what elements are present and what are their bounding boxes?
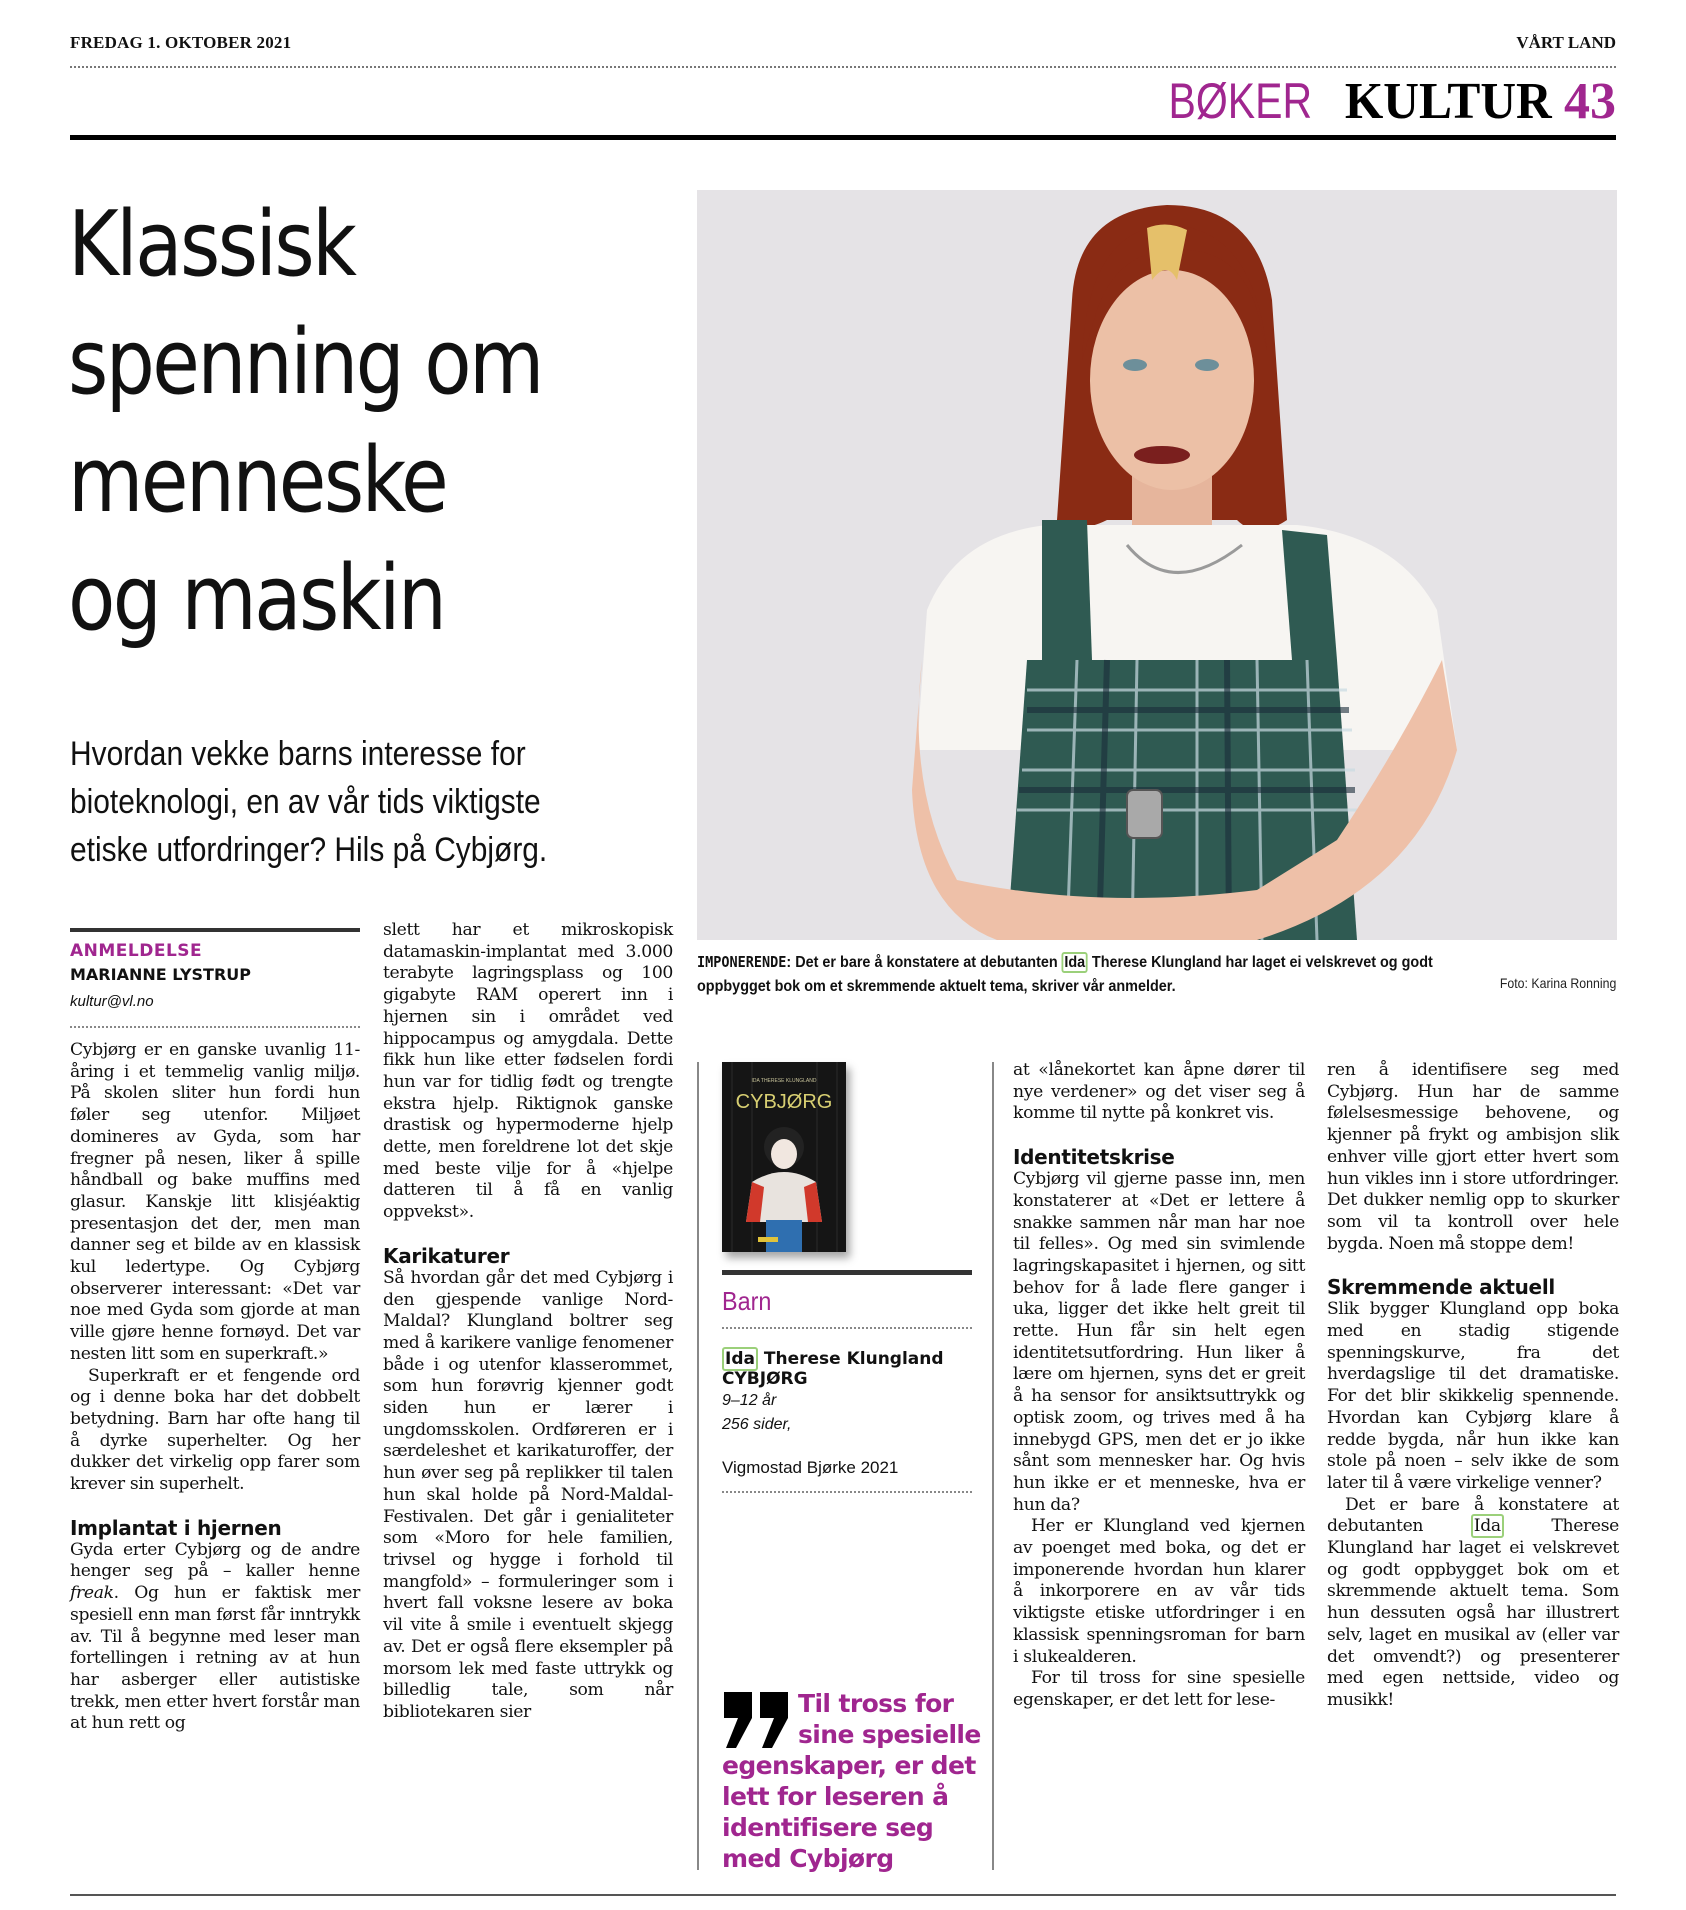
text-run: Gyda erter Cybjørg og de andre henger seg på – kaller henne — [70, 1539, 360, 1582]
headline — [68, 186, 688, 658]
body-paragraph: Så hvordan går det med Cybjørg i den gjespende vanlige Nord-Maldal? Klungland boltrer seg med å karikere vanlige fenomener både i og utenfor klasserommet, som hun forøvrig kjenner godt siden hun er lærer i ungdomsskolen. Ordføreren er i særdeleshet et karikaturoffer, der hun øver seg på replikker til talen hun skal holde på Nord-Maldal-Festivalen. Det går i genialiteter som «Moro for hele familien, trivsel og hygge i forhold til mangfold» – formuleringer som i hvert fall voksne lesere av boka vil vite å smile i eventuelt skjegg av. Det er også flere eksempler på morsom lek med faste uttrykk og billedlig tale, som når bibliotekaren sier — [383, 1267, 673, 1722]
body-paragraph: Cybjørg er en ganske uvanlig 11-åring i et temmelig vanlig miljø. På skolen sliter hun fordi hun føler seg utenfor. Miljøet domineres av Gyda, som har fregner på nesen, liker å spille håndball og bake muffins med glasur. Kanskje litt klisjéaktig presentasjon det der, men man danner seg et bilde av en klassisk kul ledertype. Og Cybjørg observerer interessant: «Det var noe med Gyda som gjorde at man ville gjøre henne fornøyd. Det var nesten litt som en superkraft.» — [70, 1040, 360, 1364]
standfirst-line: bioteknologi, en av vår tids viktigste — [70, 783, 541, 821]
text-run: Therese Klungland har laget ei velskrevet og godt oppbygget bok om et skremmende aktuelt tema. Som hun dessuten også har illustrert selv, laget en musikal av (eller var det omvendt?) og presenterer med egen nettside, video og musikk! — [1327, 1516, 1620, 1710]
body-column-2 — [383, 920, 673, 1724]
body-paragraph: slett har et mikroskopisk datamaskin-implantat med 3.000 terabyte lagringsplass og 100 gigabyte RAM operert inn i hjernen sin i området ved hippocampus og amygdala. Dette fikk hun like etter fødselen fordi hun var for tidlig født og trengte ekstra hjelp. Riktignok ganske drastisk og hypermoderne hjelp dette, men foreldrene lot det skje med beste vilje for å «hjelpe datteren til å få en vanlig oppvekst». — [383, 920, 673, 1223]
standfirst-line: etiske utfordringer? Hils på Cybjørg. — [70, 831, 548, 869]
highlighted-name: Ida — [722, 1347, 758, 1371]
footer-rule — [70, 1894, 1616, 1896]
book-page-count: 256 sider, — [722, 1416, 792, 1433]
column-separator — [992, 1062, 994, 1870]
byline — [70, 928, 360, 1028]
subheading: Implantat i hjernen — [70, 1515, 282, 1540]
pull-quote — [722, 1688, 984, 1874]
author-email-link[interactable]: kultur@vl.no — [70, 993, 154, 1010]
body-paragraph: Superkraft er et fengende ord og i denne boka har det dobbelt betydning. Barn har ofte hang til å dyrke superhelter. Og her dukker det virkelig opp farer som krever sin superhelt. — [70, 1365, 360, 1495]
factbox-dotted-divider — [722, 1491, 972, 1493]
factbox-dotted-divider — [722, 1327, 972, 1329]
headline-line: og maskin — [68, 546, 445, 651]
text-run: . Og hun er faktisk mer spesiell enn man først får inntrykk av. Til å begynne med leser man fortellingen i retning av at hun har asberger eller autistiske trekk, men etter hvert forstår man at hun rett og — [70, 1583, 360, 1734]
header-rule — [70, 135, 1616, 140]
body-column-4 — [1013, 1060, 1305, 1712]
subheading: Karikaturer — [383, 1243, 510, 1268]
byline-rule — [70, 928, 360, 932]
body-paragraph: Slik bygger Klungland opp boka med en stadig stigende spenningskurve, fra det hverdagslige til det dramatiske. For det blir skikkelig spennende. Hvordan kan Cybjørg klare å redde bygda, når hun ikke kan stole på noen – selv ikke de som later til å være virkelige venner? — [1327, 1299, 1619, 1493]
book-publisher: Vigmostad Bjørke 2021 — [722, 1458, 899, 1477]
book-genre: Barn — [722, 1286, 772, 1316]
cover-title: CYBJØRG — [735, 1091, 833, 1113]
byline-dotted-divider — [70, 1026, 360, 1028]
page-number: 43 — [1564, 73, 1616, 130]
pull-quote-text: Til tross for sine spesielle egenskaper, er det lett for leseren å identifisere seg med Cybjørg — [722, 1689, 981, 1873]
body-paragraph — [1327, 1495, 1619, 1712]
author-photo — [697, 190, 1617, 940]
book-cover-illustration — [722, 1062, 846, 1252]
article-kicker: ANMELDELSE — [70, 941, 203, 961]
header-dotted-divider — [70, 66, 1616, 68]
body-paragraph: For til tross for sine spesielle egenskaper, er det lett for lese- — [1013, 1668, 1305, 1710]
caption-line-1 — [697, 950, 1525, 975]
factbox-rule — [722, 1270, 972, 1275]
emphasis: freak — [70, 1583, 114, 1604]
body-paragraph — [70, 1540, 360, 1735]
standfirst-line: Hvordan vekke barns interesse for — [70, 735, 526, 773]
dateline: FREDAG 1. OKTOBER 2021 — [70, 33, 292, 52]
section-header — [1137, 72, 1616, 131]
author-rest: Therese Klungland — [757, 1349, 944, 1369]
section-label: BØKER — [1168, 73, 1313, 129]
headline-line: menneske — [68, 428, 447, 533]
newspaper-name: VÅRT LAND — [1516, 33, 1616, 52]
body-paragraph: at «lånekortet kan åpne dører til nye verdener» og det viser seg å komme til nytte på konkret vis. — [1013, 1060, 1305, 1124]
highlighted-name: Ida — [1062, 952, 1088, 973]
portrait-illustration — [697, 190, 1617, 940]
author-name: MARIANNE LYSTRUP — [70, 965, 252, 984]
highlighted-name: Ida — [1471, 1514, 1504, 1538]
photo-credit: Foto: Karina Ronning — [1499, 975, 1616, 991]
caption-line-2: oppbygget bok om et skremmende aktuelt tema, skriver vår anmelder. — [697, 978, 1176, 995]
book-author — [722, 1349, 972, 1369]
column-separator — [697, 1062, 699, 1870]
book-cover-image — [722, 1062, 846, 1252]
book-age-range: 9–12 år — [722, 1392, 777, 1409]
body-paragraph: Cybjørg vil gjerne passe inn, men konstaterer at «Det er lettere å snakke sammen når man har noe til felles». Og med sin svimlende lagringskapasitet i hjernen, og sitt behov for å lade flere ganger i uka, ligger det ikke helt greit til rette. Hun får sin helt egen identitetsutfordring. Hun liker å lære om hjernen, syns det er greit å ha sensor for ansiktsuttrykk og optisk zoom, og trives med å ha innebygd GPS, men det er jo ikke sånt som mennesker har. Og hvis hun ikke er et menneske, hva er hun da? — [1013, 1169, 1305, 1515]
body-paragraph: Her er Klungland ved kjernen av poenget med boka, og det er imponerende hvordan hun klarer å inkorporere en av vår tids viktigste etiske utfordringer i en klassisk spenningsroman for barn i slukealderen. — [1013, 1516, 1305, 1667]
caption-text: Therese Klungland har laget ei velskrevet og godt — [1087, 954, 1433, 971]
caption-text: : Det er bare å konstatere at debutanten — [786, 954, 1062, 971]
subheading: Identitetskrise — [1013, 1145, 1175, 1170]
subheading: Skremmende aktuell — [1327, 1275, 1555, 1300]
book-factbox — [722, 1062, 972, 1493]
standfirst — [70, 730, 690, 874]
body-column-5 — [1327, 1060, 1619, 1712]
body-paragraph: ren å identifisere seg med Cybjørg. Hun har de samme følelsesmessige behovene, og kjenner på frykt og ambisjon slik enhver ville gjort etter hvert som hun vikles inn i store utfordringer. Det dukker nemlig opp to skurker som vil ta kontroll over hele bygda. Noen må stoppe dem! — [1327, 1060, 1619, 1254]
text-run: Det er bare å konstatere at debutanten — [1327, 1494, 1619, 1537]
cover-author: IDA THERESE KLUNGLAND — [751, 1078, 817, 1084]
photo-caption — [697, 950, 1617, 999]
book-title: CYBJØRG — [722, 1369, 808, 1389]
department-label: KULTUR — [1345, 73, 1552, 130]
quote-mark-icon — [722, 1690, 792, 1750]
caption-lead: IMPONERENDE — [697, 953, 787, 971]
headline-line: spenning om — [68, 310, 542, 415]
headline-line: Klassisk — [68, 192, 355, 297]
body-column-1 — [70, 1040, 360, 1735]
